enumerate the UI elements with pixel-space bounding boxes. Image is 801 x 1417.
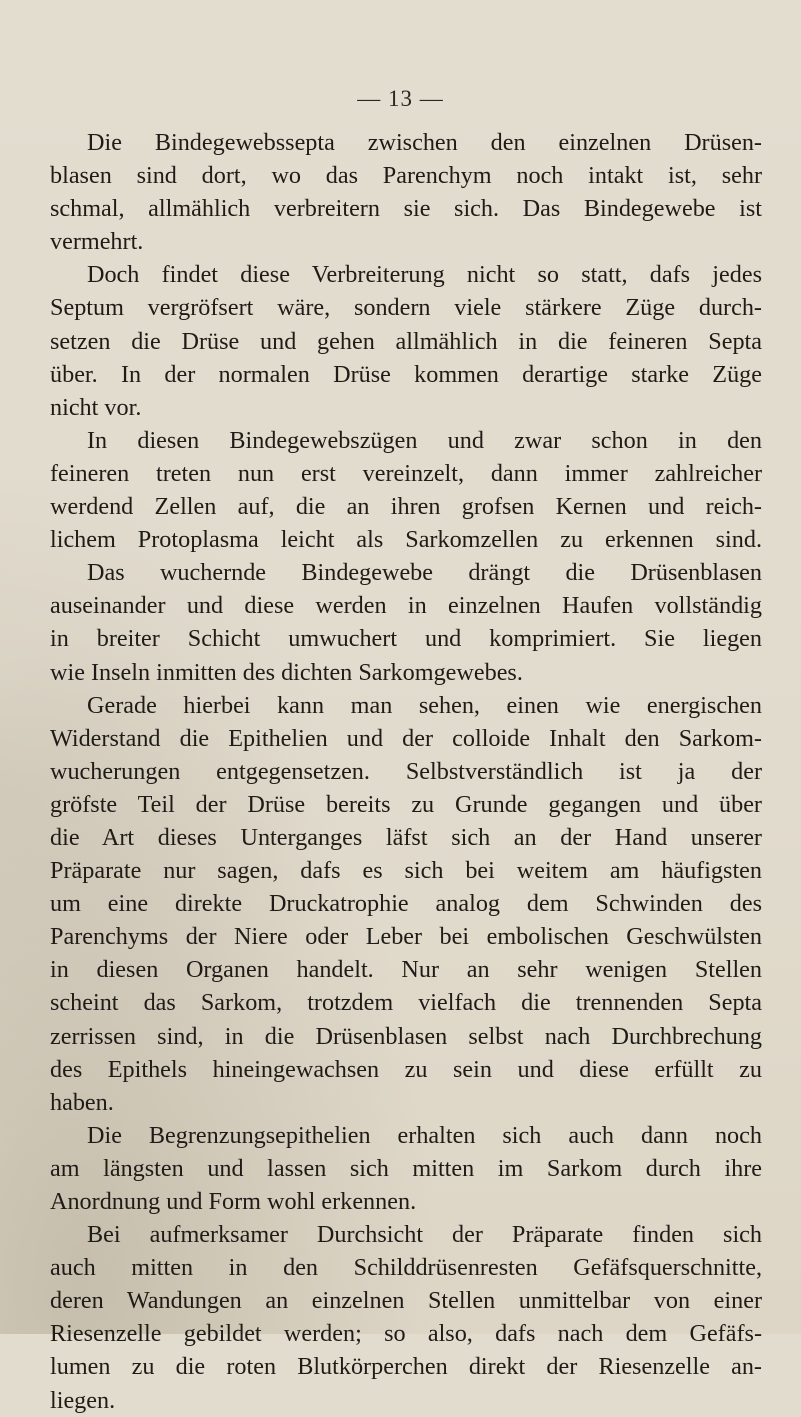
text-line: Das wuchernde Bindegewebe drängt die Drüsenblasen [87,559,762,587]
text-line: des Epithels hineingewachsen zu sein und diese erfüllt zu [50,1055,762,1083]
paragraph [50,556,762,688]
paragraph [50,689,762,1119]
paragraph [50,258,762,423]
text-line: Anordnung und Form wohl erkennen. [50,1188,417,1215]
page-number: — 13 — [357,86,444,111]
text-line: Widerstand die Epithelien und der colloide Inhalt den Sarkom- [50,724,762,752]
paragraph [50,126,762,258]
text-line: über. In der normalen Drüse kommen derartige starke Züge [50,360,762,388]
paragraph [50,1119,762,1218]
text-line: Doch findet diese Verbreiterung nicht so statt, dafs jedes [87,261,762,289]
text-line: lumen zu die roten Blutkörperchen direkt der Riesenzelle an- [50,1353,762,1381]
text-line: haben. [50,1088,114,1116]
text-line: wie Inseln inmitten des dichten Sarkomgewebes. [50,658,523,686]
text-line: Bei aufmerksamer Durchsicht der Präparate finden sich [87,1221,762,1249]
text-line: scheint das Sarkom, trotzdem vielfach die trennenden Septa [50,989,762,1017]
text-line: auseinander und diese werden in einzelnen Haufen vollständig [50,592,762,620]
text-line: in breiter Schicht umwuchert und komprimiert. Sie liegen [50,625,762,653]
text-line: schmal, allmählich verbreitern sie sich. Das Bindegewebe ist [50,195,762,223]
text-line: gröfste Teil der Drüse bereits zu Grunde gegangen und über [50,790,762,818]
text-line: die Art dieses Unterganges läfst sich an der Hand unserer [50,823,762,851]
text-line: am längsten und lassen sich mitten im Sarkom durch ihre [50,1154,762,1182]
text-line: Riesenzelle gebildet werden; so also, dafs nach dem Gefäfs- [50,1320,762,1348]
body-text [50,126,762,1417]
text-line: Parenchyms der Niere oder Leber bei embolischen Geschwülsten [50,923,762,951]
text-line: Die Begrenzungsepithelien erhalten sich auch dann noch [87,1121,762,1149]
text-line: Präparate nur sagen, dafs es sich bei weitem am häufigsten [50,857,762,885]
text-line: zerrissen sind, in die Drüsenblasen selbst nach Durchbrechung [50,1022,762,1050]
text-line: um eine direkte Druckatrophie analog dem Schwinden des [50,890,762,918]
text-line: auch mitten in den Schilddrüsenresten Gefäfsquerschnitte, [50,1254,762,1282]
text-line: In diesen Bindegewebszügen und zwar schon in den [87,426,762,454]
text-line: vermehrt. [50,228,144,256]
text-line: Die Bindegewebssepta zwischen den einzelnen Drüsen- [87,129,762,156]
text-line: in diesen Organen handelt. Nur an sehr wenigen Stellen [50,956,762,984]
text-line: lichem Protoplasma leicht als Sarkomzellen zu erkennen sind. [50,526,762,554]
text-line: blasen sind dort, wo das Parenchym noch intakt ist, sehr [50,162,762,190]
text-line: nicht vor. [50,393,142,421]
text-line: setzen die Drüse und gehen allmählich in die feineren Septa [50,327,762,355]
paragraph [50,1218,762,1417]
text-line: werdend Zellen auf, die an ihren grofsen Kernen und reich- [50,493,762,521]
text-line: feineren treten nun erst vereinzelt, dann immer zahlreicher [50,459,762,487]
text-line: wucherungen entgegensetzen. Selbstverständlich ist ja der [50,757,762,785]
text-line: deren Wandungen an einzelnen Stellen unmittelbar von einer [50,1287,762,1315]
paragraph [50,424,762,556]
text-line: Gerade hierbei kann man sehen, einen wie energischen [87,691,762,719]
text-line: Septum vergröfsert wäre, sondern viele stärkere Züge durch- [50,294,762,322]
text-line: liegen. [50,1386,116,1414]
